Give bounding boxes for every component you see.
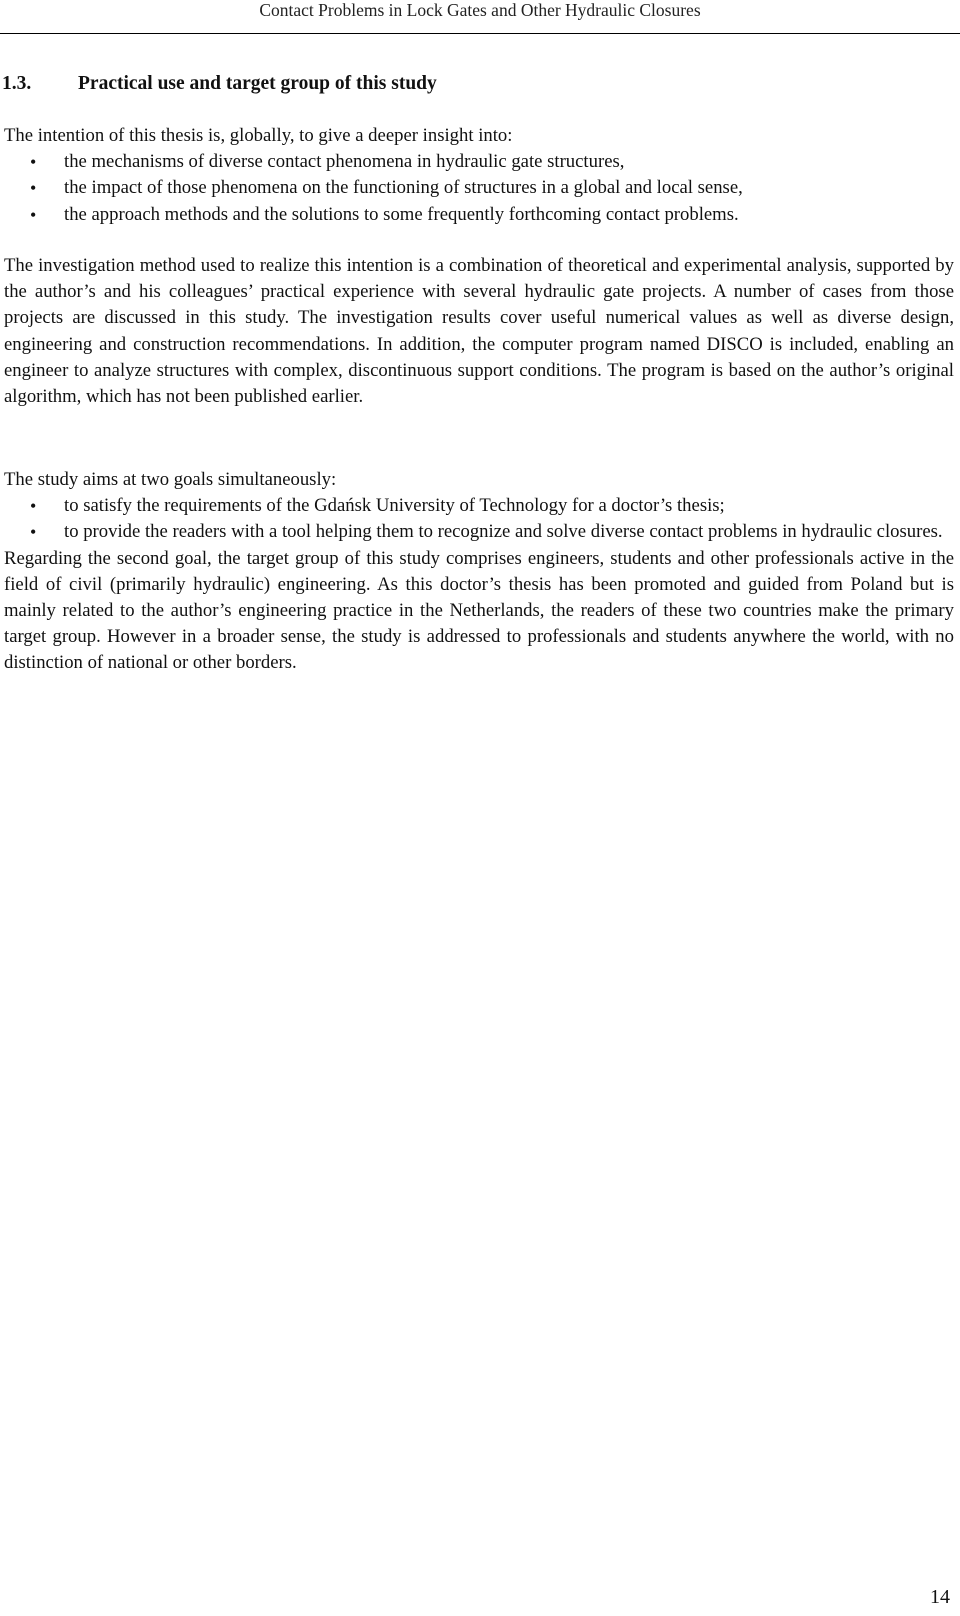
intro-bullet-list [4, 149, 954, 228]
list-item-text: the impact of those phenomena on the functioning of structures in a global and local sense, [64, 177, 743, 199]
goals-paragraph: The study aims at two goals simultaneously: [4, 469, 337, 490]
intro-block [4, 123, 954, 228]
list-item-text: to satisfy the requirements of the Gdańsk University of Technology for a doctor’s thesis; [64, 495, 725, 517]
section-heading [2, 72, 437, 96]
method-paragraph: The investigation method used to realize this intention is a combination of theoretical and experimental analysis, supported by the author’s and his colleagues’ practical experience with several hydraulic gate projects. A number of cases from those projects are discussed in this study. The investigation results cover useful numerical values as well as diverse design, engineering and construction recommendations. In addition, the computer program named DISCO is included, enabling an engineer to analyze structures with complex, discontinuous support conditions. The program is based on the author’s original algorithm, which has not been published earlier. [4, 255, 954, 408]
bullet-icon: • [30, 496, 37, 517]
intro-paragraph: The intention of this thesis is, globally, to give a deeper insight into: [4, 125, 513, 146]
list-item-text: the approach methods and the solutions to some frequently forthcoming contact problems. [64, 203, 739, 225]
running-header: Contact Problems in Lock Gates and Other Hydraulic Closures [259, 0, 701, 20]
list-item-text: the mechanisms of diverse contact phenomena in hydraulic gate structures, [64, 151, 625, 173]
bullet-icon: • [30, 204, 37, 225]
target-group-paragraph: Regarding the second goal, the target group of this study comprises engineers, students and other professionals active in the field of civil (primarily hydraulic) engineering. As this doctor’s thesis has been promoted and guided from Poland but is mainly related to the author’s engineering practice in the Netherlands, the readers of these two countries make the primary target group. However in a broader sense, the study is addressed to professionals and students anywhere the world, with no distinction of national or other borders. [4, 547, 954, 674]
list-item [4, 519, 954, 545]
list-item [4, 149, 954, 175]
list-item [4, 175, 954, 201]
list-item [4, 202, 954, 228]
section-title: Practical use and target group of this study [78, 73, 437, 94]
page-number: 14 [930, 1586, 950, 1608]
goals-bullet-list [4, 493, 954, 545]
method-block [4, 253, 954, 410]
goals-block [4, 467, 954, 677]
bullet-icon: • [30, 152, 37, 173]
list-item [4, 493, 954, 519]
header-divider [0, 33, 960, 34]
list-item-text: to provide the readers with a tool helping them to recognize and solve diverse contact problems in hydraulic closures. [64, 521, 943, 543]
section-number: 1.3. [2, 73, 32, 94]
bullet-icon: • [30, 522, 37, 543]
bullet-icon: • [30, 178, 37, 199]
